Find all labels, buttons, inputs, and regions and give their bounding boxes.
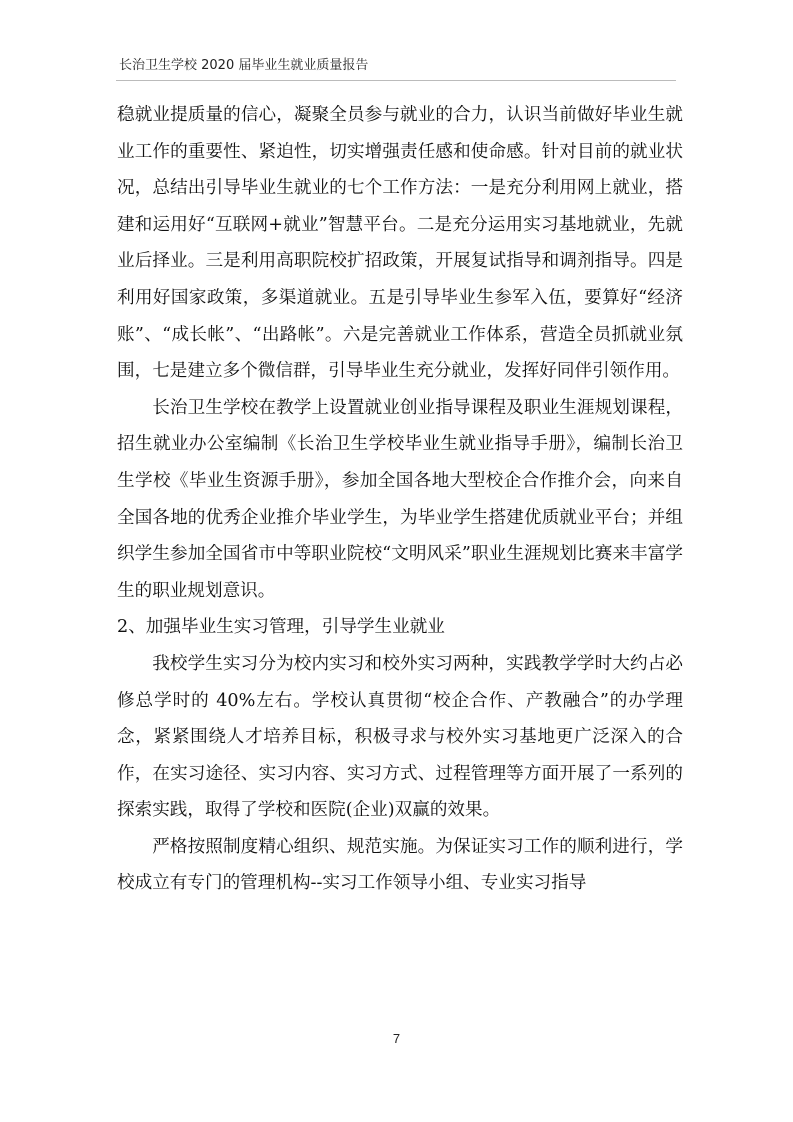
- header-divider: [116, 80, 676, 81]
- document-body: [117, 97, 683, 902]
- paragraph-guidance-courses: 长治卫生学校在教学上设置就业创业指导课程及职业生涯规划课程，招生就业办公室编制《长治卫生学校毕业生就业指导手册》，编制长治卫生学校《毕业生资源手册》，参加全国各地大型校企合作推介会，向来自全国各地的优秀企业推介毕业学生，为毕业学生搭建优质就业平台；并组织学生参加全国省市中等职业院校“文明风采”职业生涯规划比赛来丰富学生的职业规划意识。: [117, 397, 683, 601]
- paragraph-internship-organization: 严格按照制度精心组织、规范实施。为保证实习工作的顺利进行，学校成立有专门的管理机构--实习工作领导小组、专业实习指导: [117, 836, 683, 894]
- paragraph-internship-types: 我校学生实习分为校内实习和校外实习两种，实践教学学时大约占必修总学时的 40%左右。学校认真贯彻“校企合作、产教融合”的办学理念，紧紧围绕人才培养目标，积极寻求与校外实习基地更广泛深入的合作，在实习途径、实习内容、实习方式、过程管理等方面开展了一系列的探索实践，取得了学校和医院(企业)双赢的效果。: [117, 653, 683, 821]
- paragraph-employment-methods: 稳就业提质量的信心，凝聚全员参与就业的合力，认识当前做好毕业生就业工作的重要性、紧迫性，切实增强责任感和使命感。针对目前的就业状况，总结出引导毕业生就业的七个工作方法：一是充分利用网上就业，搭建和运用好“互联网+就业”智慧平台。二是充分运用实习基地就业，先就业后择业。三是利用高职院校扩招政策，开展复试指导和调剂指导。四是利用好国家政策，多渠道就业。五是引导毕业生参军入伍，要算好“经济账”、“成长帐”、“出路帐”。六是完善就业工作体系，营造全员抓就业氛围，七是建立多个微信群，引导毕业生充分就业，发挥好同伴引领作用。: [117, 105, 683, 382]
- section-heading-internship: 2、加强毕业生实习管理，引导学生业就业: [117, 617, 445, 638]
- running-header: 长治卫生学校 2020 届毕业生就业质量报告: [119, 58, 369, 73]
- page-number: 7: [392, 1031, 401, 1046]
